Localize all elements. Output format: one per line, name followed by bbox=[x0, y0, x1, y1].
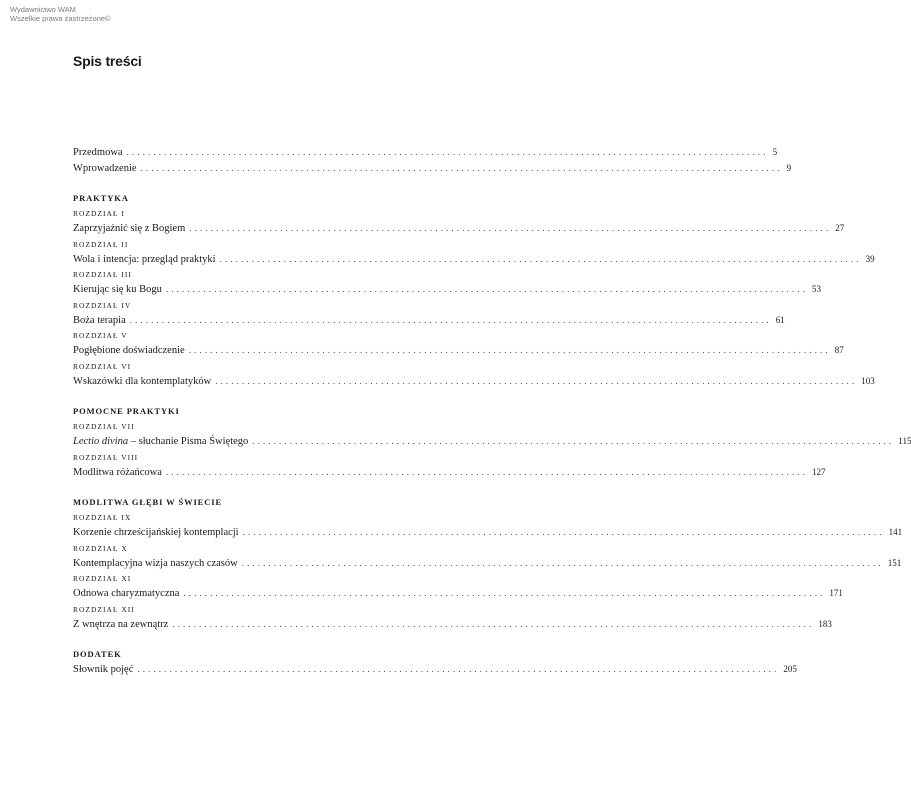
toc-entry[interactable] bbox=[73, 525, 903, 541]
toc-entry-page: 115 bbox=[898, 436, 911, 446]
toc-entry[interactable] bbox=[73, 465, 826, 481]
chapter-label: ROZDZIAŁ VI bbox=[73, 361, 132, 371]
dot-leader: ........................................................................................................................ bbox=[126, 147, 769, 157]
toc-entry-preface[interactable] bbox=[73, 145, 778, 161]
section-heading: DODATEK bbox=[73, 649, 122, 659]
toc-entry[interactable] bbox=[73, 252, 875, 268]
section-heading: PRAKTYKA bbox=[73, 193, 129, 203]
chapter-label: ROZDZIAŁ XI bbox=[73, 574, 132, 583]
toc-entry-title: Słownik pojęć bbox=[73, 664, 134, 675]
toc-entry-title: Zaprzyjaźnić się z Bogiem bbox=[73, 223, 186, 234]
chapter-label: ROZDZIAŁ VII bbox=[73, 422, 135, 431]
chapter-label: ROZDZIAŁ VIII bbox=[73, 452, 139, 462]
toc-entry-title: Kierując się ku Bogu bbox=[73, 284, 162, 295]
page-header-meta bbox=[10, 5, 111, 23]
toc-entry-page: 9 bbox=[786, 162, 792, 173]
toc-entry-page: 61 bbox=[775, 314, 785, 325]
toc-entry-title-italic: Lectio divina bbox=[73, 436, 129, 447]
toc-entry[interactable] bbox=[73, 556, 902, 572]
toc-entry-page: 103 bbox=[861, 375, 875, 386]
dot-leader: ........................................................................................................................ bbox=[165, 466, 808, 477]
chapter-label: ROZDZIAŁ I bbox=[73, 209, 125, 218]
dot-leader: ........................................................................................................................ bbox=[242, 527, 885, 537]
toc-entry-title: Boża terapia bbox=[73, 314, 126, 326]
chapter-label: ROZDZIAŁ II bbox=[73, 239, 129, 249]
toc-entry[interactable] bbox=[73, 282, 821, 298]
chapter-label: ROZDZIAŁ III bbox=[73, 270, 132, 279]
section-heading: MODLITWA GŁĘBI W ŚWIECIE bbox=[73, 497, 223, 507]
chapter-label: ROZDZIAŁ XII bbox=[73, 604, 135, 614]
toc-entry-page: 5 bbox=[772, 147, 778, 157]
toc-entry[interactable] bbox=[73, 434, 911, 450]
toc-entry-introduction[interactable] bbox=[73, 161, 792, 177]
dot-leader: ........................................................................................................................ bbox=[189, 223, 832, 233]
toc-entry-page: 205 bbox=[783, 664, 797, 674]
toc-entry-title: Przedmowa bbox=[73, 147, 123, 158]
toc-entry-title: Wola i intencja: przegląd praktyki bbox=[73, 253, 216, 265]
dot-leader: ........................................................................................................................ bbox=[252, 436, 895, 446]
dot-leader: ........................................................................................................................ bbox=[219, 253, 862, 264]
rights-notice: Wszelkie prawa zastrzeżone© bbox=[10, 14, 111, 23]
toc-entry-title: Z wnętrza na zewnątrz bbox=[73, 618, 169, 630]
toc-entry-title: Wprowadzenie bbox=[73, 162, 137, 174]
publisher-name: Wydawnictwo WAM bbox=[10, 5, 76, 14]
toc-entry-page: 27 bbox=[835, 223, 845, 233]
toc-entry[interactable] bbox=[73, 313, 785, 329]
toc-entry[interactable] bbox=[73, 221, 845, 237]
toc-entry-page: 39 bbox=[865, 253, 875, 264]
dot-leader: ........................................................................................................................ bbox=[129, 314, 772, 325]
toc-entry-title: Pogłębione doświadczenie bbox=[73, 345, 185, 356]
toc-entry-page: 141 bbox=[888, 527, 903, 537]
toc-entry[interactable] bbox=[73, 586, 843, 602]
toc-entry[interactable] bbox=[73, 374, 875, 390]
toc-entry-page: 151 bbox=[887, 557, 902, 568]
toc-entry[interactable] bbox=[73, 662, 797, 678]
toc-entry-page: 171 bbox=[829, 588, 843, 598]
dot-leader: ........................................................................................................................ bbox=[172, 618, 815, 629]
toc-entry-page: 53 bbox=[811, 284, 821, 294]
toc-entry[interactable] bbox=[73, 617, 832, 633]
toc-entry[interactable] bbox=[73, 343, 844, 359]
dot-leader: ........................................................................................................................ bbox=[241, 557, 884, 568]
toc-entry-title: Modlitwa różańcowa bbox=[73, 466, 162, 478]
dot-leader: ........................................................................................................................ bbox=[188, 345, 831, 355]
dot-leader: ........................................................................................................................ bbox=[165, 284, 808, 294]
dot-leader: ........................................................................................................................ bbox=[140, 162, 783, 173]
toc-entry-title: Kontemplacyjna wizja naszych czasów bbox=[73, 557, 238, 569]
toc-entry-page: 183 bbox=[818, 618, 832, 629]
page-title: Spis treści bbox=[73, 53, 142, 69]
chapter-label: ROZDZIAŁ X bbox=[73, 543, 128, 553]
toc-entry-title bbox=[73, 434, 248, 450]
dot-leader: ........................................................................................................................ bbox=[137, 664, 780, 674]
toc-entry-title: Korzenie chrześcijańskiej kontemplacji bbox=[73, 527, 239, 538]
chapter-label: ROZDZIAŁ V bbox=[73, 331, 128, 340]
dot-leader: ........................................................................................................................ bbox=[215, 375, 858, 386]
chapter-label: ROZDZIAŁ IX bbox=[73, 513, 132, 522]
section-heading: POMOCNE PRAKTYKI bbox=[73, 406, 180, 416]
table-of-contents bbox=[73, 145, 911, 678]
toc-entry-page: 127 bbox=[811, 466, 826, 477]
toc-entry-title-rest: – słuchanie Pisma Świętego bbox=[128, 436, 249, 447]
dot-leader: ........................................................................................................................ bbox=[183, 588, 826, 598]
toc-entry-title: Odnowa charyzmatyczna bbox=[73, 588, 180, 599]
chapter-label: ROZDZIAŁ IV bbox=[73, 300, 132, 310]
toc-entry-title: Wskazówki dla kontemplatyków bbox=[73, 375, 212, 387]
toc-entry-page: 87 bbox=[834, 345, 844, 355]
